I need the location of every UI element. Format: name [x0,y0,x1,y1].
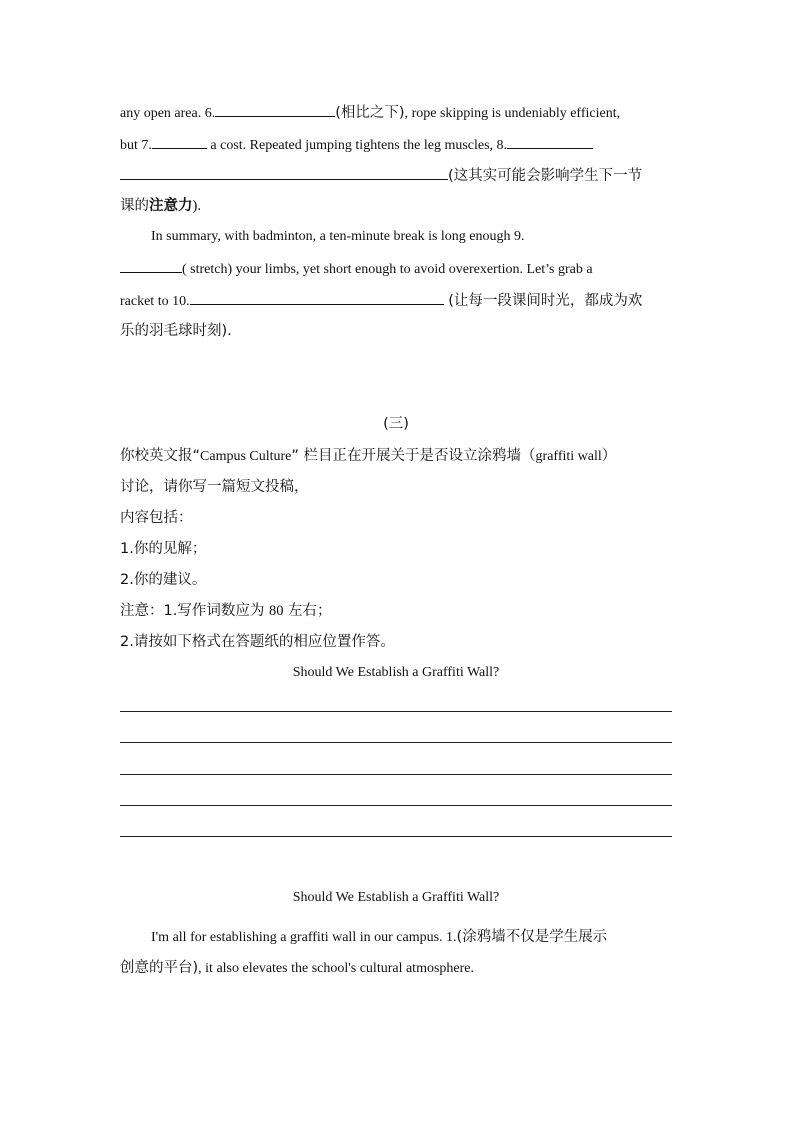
sample-line-1 [120,927,711,948]
note-text: 注意：1.写作词数应为 [120,603,269,619]
answer-blank-10[interactable] [190,290,444,305]
writing-line[interactable] [120,836,672,837]
answer-blank-7[interactable] [152,134,207,149]
note-2: 2.请按如下格式在答题纸的相应位置作答。 [120,634,395,650]
passage-text: ( stretch) your limbs, yet short enough to avoid overexertion. Let’s grab a [182,262,593,277]
bold-text: 注意力 [149,198,193,214]
passage-line-2 [120,134,680,156]
answer-blank-8b[interactable] [120,165,448,180]
passage-line-6 [120,258,680,280]
passage-text: racket to 10. [120,294,190,309]
section-heading: (三) [383,416,409,432]
prompt-text: 你校英文报“ [120,448,201,464]
passage-line-5: In summary, with badminton, a ten-minute break is long enough 9. [151,229,525,244]
passage-text: ). [192,198,201,214]
note-text: 左右； [283,603,332,619]
column-name: Campus Culture [200,449,292,464]
hint-text: (涂鸦墙不仅是学生展示 [456,929,608,945]
passage-text: but 7. [120,138,152,153]
answer-blank-9[interactable] [120,258,182,273]
prompt-text: ” 栏目正在开展关于是否设立涂鸦墙（ [291,448,536,464]
word-count: 80 [268,603,284,619]
passage-line-4 [120,196,680,216]
prompt-line-1 [120,446,680,467]
prompt-text: ） [601,448,617,464]
passage-line-3 [120,165,680,187]
answer-blank-8a[interactable] [507,134,593,149]
sample-text: I'm all for establishing a graffiti wall in our campus. 1. [151,930,457,945]
hint-text: (相比之下) [335,105,405,121]
sample-text: , it also elevates the school's cultural atmosphere. [198,961,475,976]
passage-line-1 [120,102,680,124]
writing-line[interactable] [120,774,672,775]
content-item-2: 2.你的建议。 [120,572,207,588]
hint-text: 创意的平台) [120,960,199,976]
passage-line-7 [120,290,680,312]
sample-line-2 [120,958,680,979]
passage-line-8: 乐的羽毛球时刻). [120,323,232,339]
note-1 [120,601,680,621]
content-label: 内容包括： [120,510,193,526]
graffiti-term: graffiti wall [535,449,602,464]
hint-text: (这其实可能会影响学生下一节 [448,168,643,184]
passage-text: any open area. 6. [120,106,216,121]
essay-title: Should We Establish a Graffiti Wall? [292,665,500,680]
passage-text: a cost. Repeated jumping tightens the leg muscles, 8. [206,138,508,153]
sample-title: Should We Establish a Graffiti Wall? [292,890,500,905]
writing-line[interactable] [120,711,672,712]
prompt-line-2: 讨论，请你写一篇短文投稿， [120,479,309,495]
writing-line[interactable] [120,742,672,743]
content-item-1: 1.你的见解； [120,541,207,557]
answer-blank-6[interactable] [215,102,335,117]
writing-line[interactable] [120,805,672,806]
passage-text: 课的 [120,198,149,214]
hint-text: (让每一段课间时光，都成为欢 [443,293,643,309]
passage-text: , rope skipping is undeniably efficient, [404,106,621,121]
